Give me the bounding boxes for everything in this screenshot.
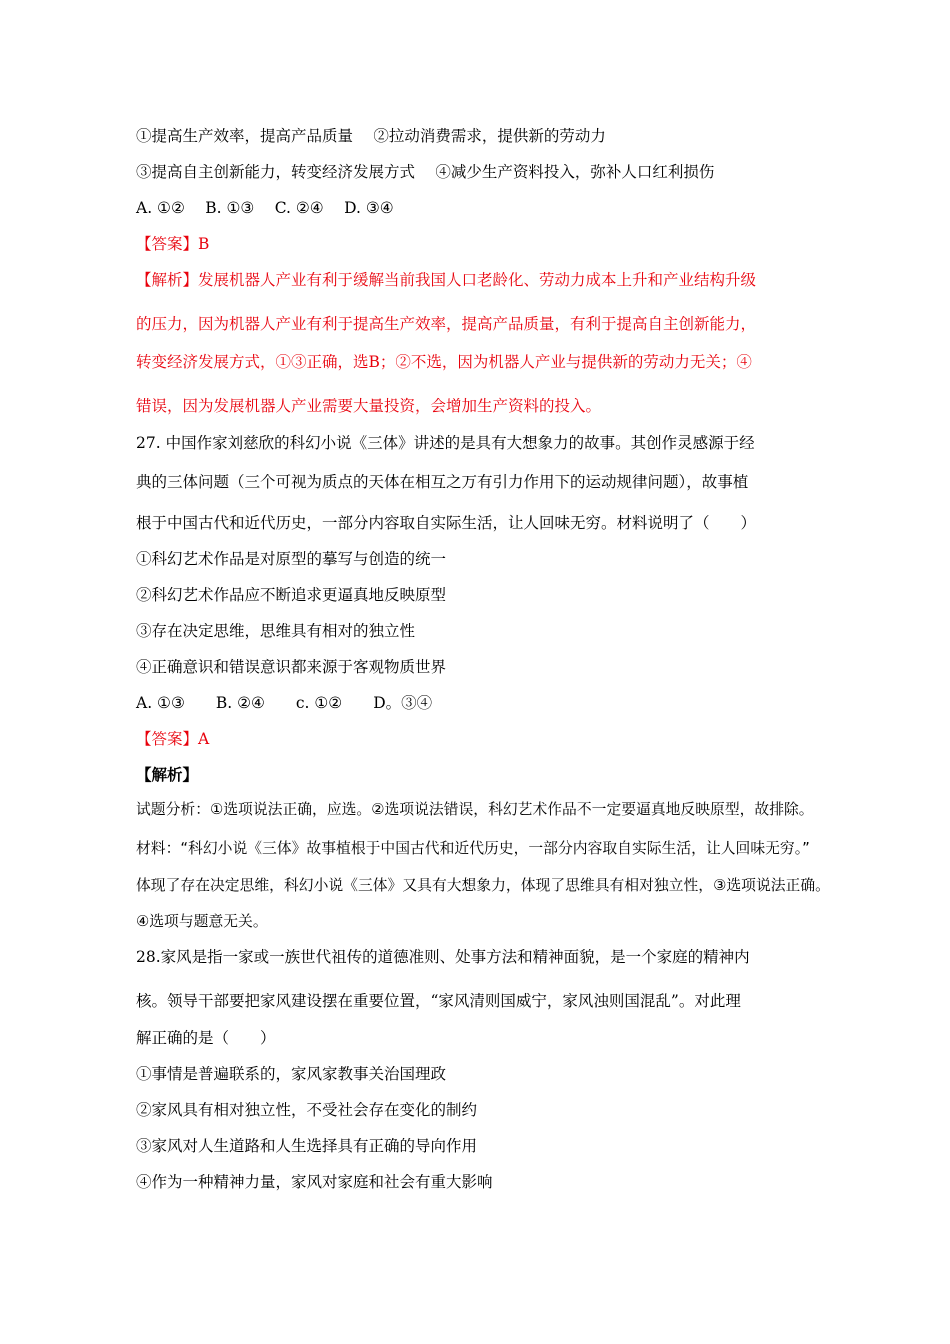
q27-stem-line-3: 根于中国古代和近代历史，一部分内容取自实际生活，让人回味无穷。材料说明了（ ） xyxy=(136,514,757,532)
q26-analysis-line-2: 的压力，因为机器人产业有利于提高生产效率，提高产品质量，有利于提高自主创新能力， xyxy=(136,315,757,333)
q27-analysis-line-3: 体现了存在决定思维，科幻小说《三体》又具有大想象力，体现了思维具有相对独立性，③选项说法正确。 xyxy=(136,877,830,894)
q28-option-3: ③家风对人生道路和人生选择具有正确的导向作用 xyxy=(136,1137,478,1155)
q26-analysis-line-1: 【解析】发展机器人产业有利于缓解当前我国人口老龄化、劳动力成本上升和产业结构升级 xyxy=(136,271,757,289)
q26-option-line-2: ③提高自主创新能力，转变经济发展方式 ④减少生产资料投入，弥补人口红利损伤 xyxy=(136,163,715,181)
q27-option-4: ④正确意识和错误意识都来源于客观物质世界 xyxy=(136,658,447,676)
q27-analysis-title: 【解析】 xyxy=(136,765,199,784)
q27-option-1: ①科幻艺术作品是对原型的摹写与创造的统一 xyxy=(136,550,447,568)
q28-stem-line-3: 解正确的是（ ） xyxy=(136,1029,276,1047)
q26-analysis-line-3: 转变经济发展方式，①③正确，选B；②不选，因为机器人产业与提供新的劳动力无关；④ xyxy=(136,353,752,371)
q28-stem-line-2: 核。领导干部要把家风建设摆在重要位置，“家风清则国威宁，家风浊则国混乱”。对此理 xyxy=(136,992,741,1010)
q26-option-line-1: ①提高生产效率，提高产品质量 ②拉动消费需求，提供新的劳动力 xyxy=(136,127,606,145)
q26-answer: 【答案】B xyxy=(136,235,210,253)
q27-stem-line-1: 27. 中国作家刘慈欣的科幻小说《三体》讲述的是具有大想象力的故事。其创作灵感源于经 xyxy=(136,434,755,452)
q28-option-2: ②家风具有相对独立性，不受社会存在变化的制约 xyxy=(136,1101,478,1119)
q27-option-3: ③存在决定思维，思维具有相对的独立性 xyxy=(136,622,416,640)
q26-choices: A. ①② B. ①③ C. ②④ D. ③④ xyxy=(136,199,394,217)
q28-option-4: ④作为一种精神力量，家风对家庭和社会有重大影响 xyxy=(136,1173,493,1191)
q27-analysis-line-2: 材料：“科幻小说《三体》故事植根于中国古代和近代历史，一部分内容取自实际生活，让人回味无穷。” xyxy=(136,840,810,857)
q27-analysis-line-4: ④选项与题意无关。 xyxy=(136,913,268,930)
q28-option-1: ①事情是普遍联系的，家风家教事关治国理政 xyxy=(136,1065,447,1083)
q27-analysis-line-1: 试题分析：①选项说法正确，应选。②选项说法错误，科幻艺术作品不一定要逼真地反映原型，故排除。 xyxy=(136,801,814,818)
q28-stem-line-1: 28.家风是指一家或一族世代祖传的道德准则、处事方法和精神面貌，是一个家庭的精神内 xyxy=(136,948,750,966)
q27-option-2: ②科幻艺术作品应不断追求更逼真地反映原型 xyxy=(136,586,447,604)
q26-analysis-line-4: 错误，因为发展机器人产业需要大量投资，会增加生产资料的投入。 xyxy=(136,397,602,415)
q27-stem-line-2: 典的三体问题（三个可视为质点的天体在相互之万有引力作用下的运动规律问题），故事植 xyxy=(136,473,749,491)
q27-choices: A. ①③ B. ②④ c. ①② D。③④ xyxy=(136,694,433,712)
q27-answer: 【答案】A xyxy=(136,730,210,748)
